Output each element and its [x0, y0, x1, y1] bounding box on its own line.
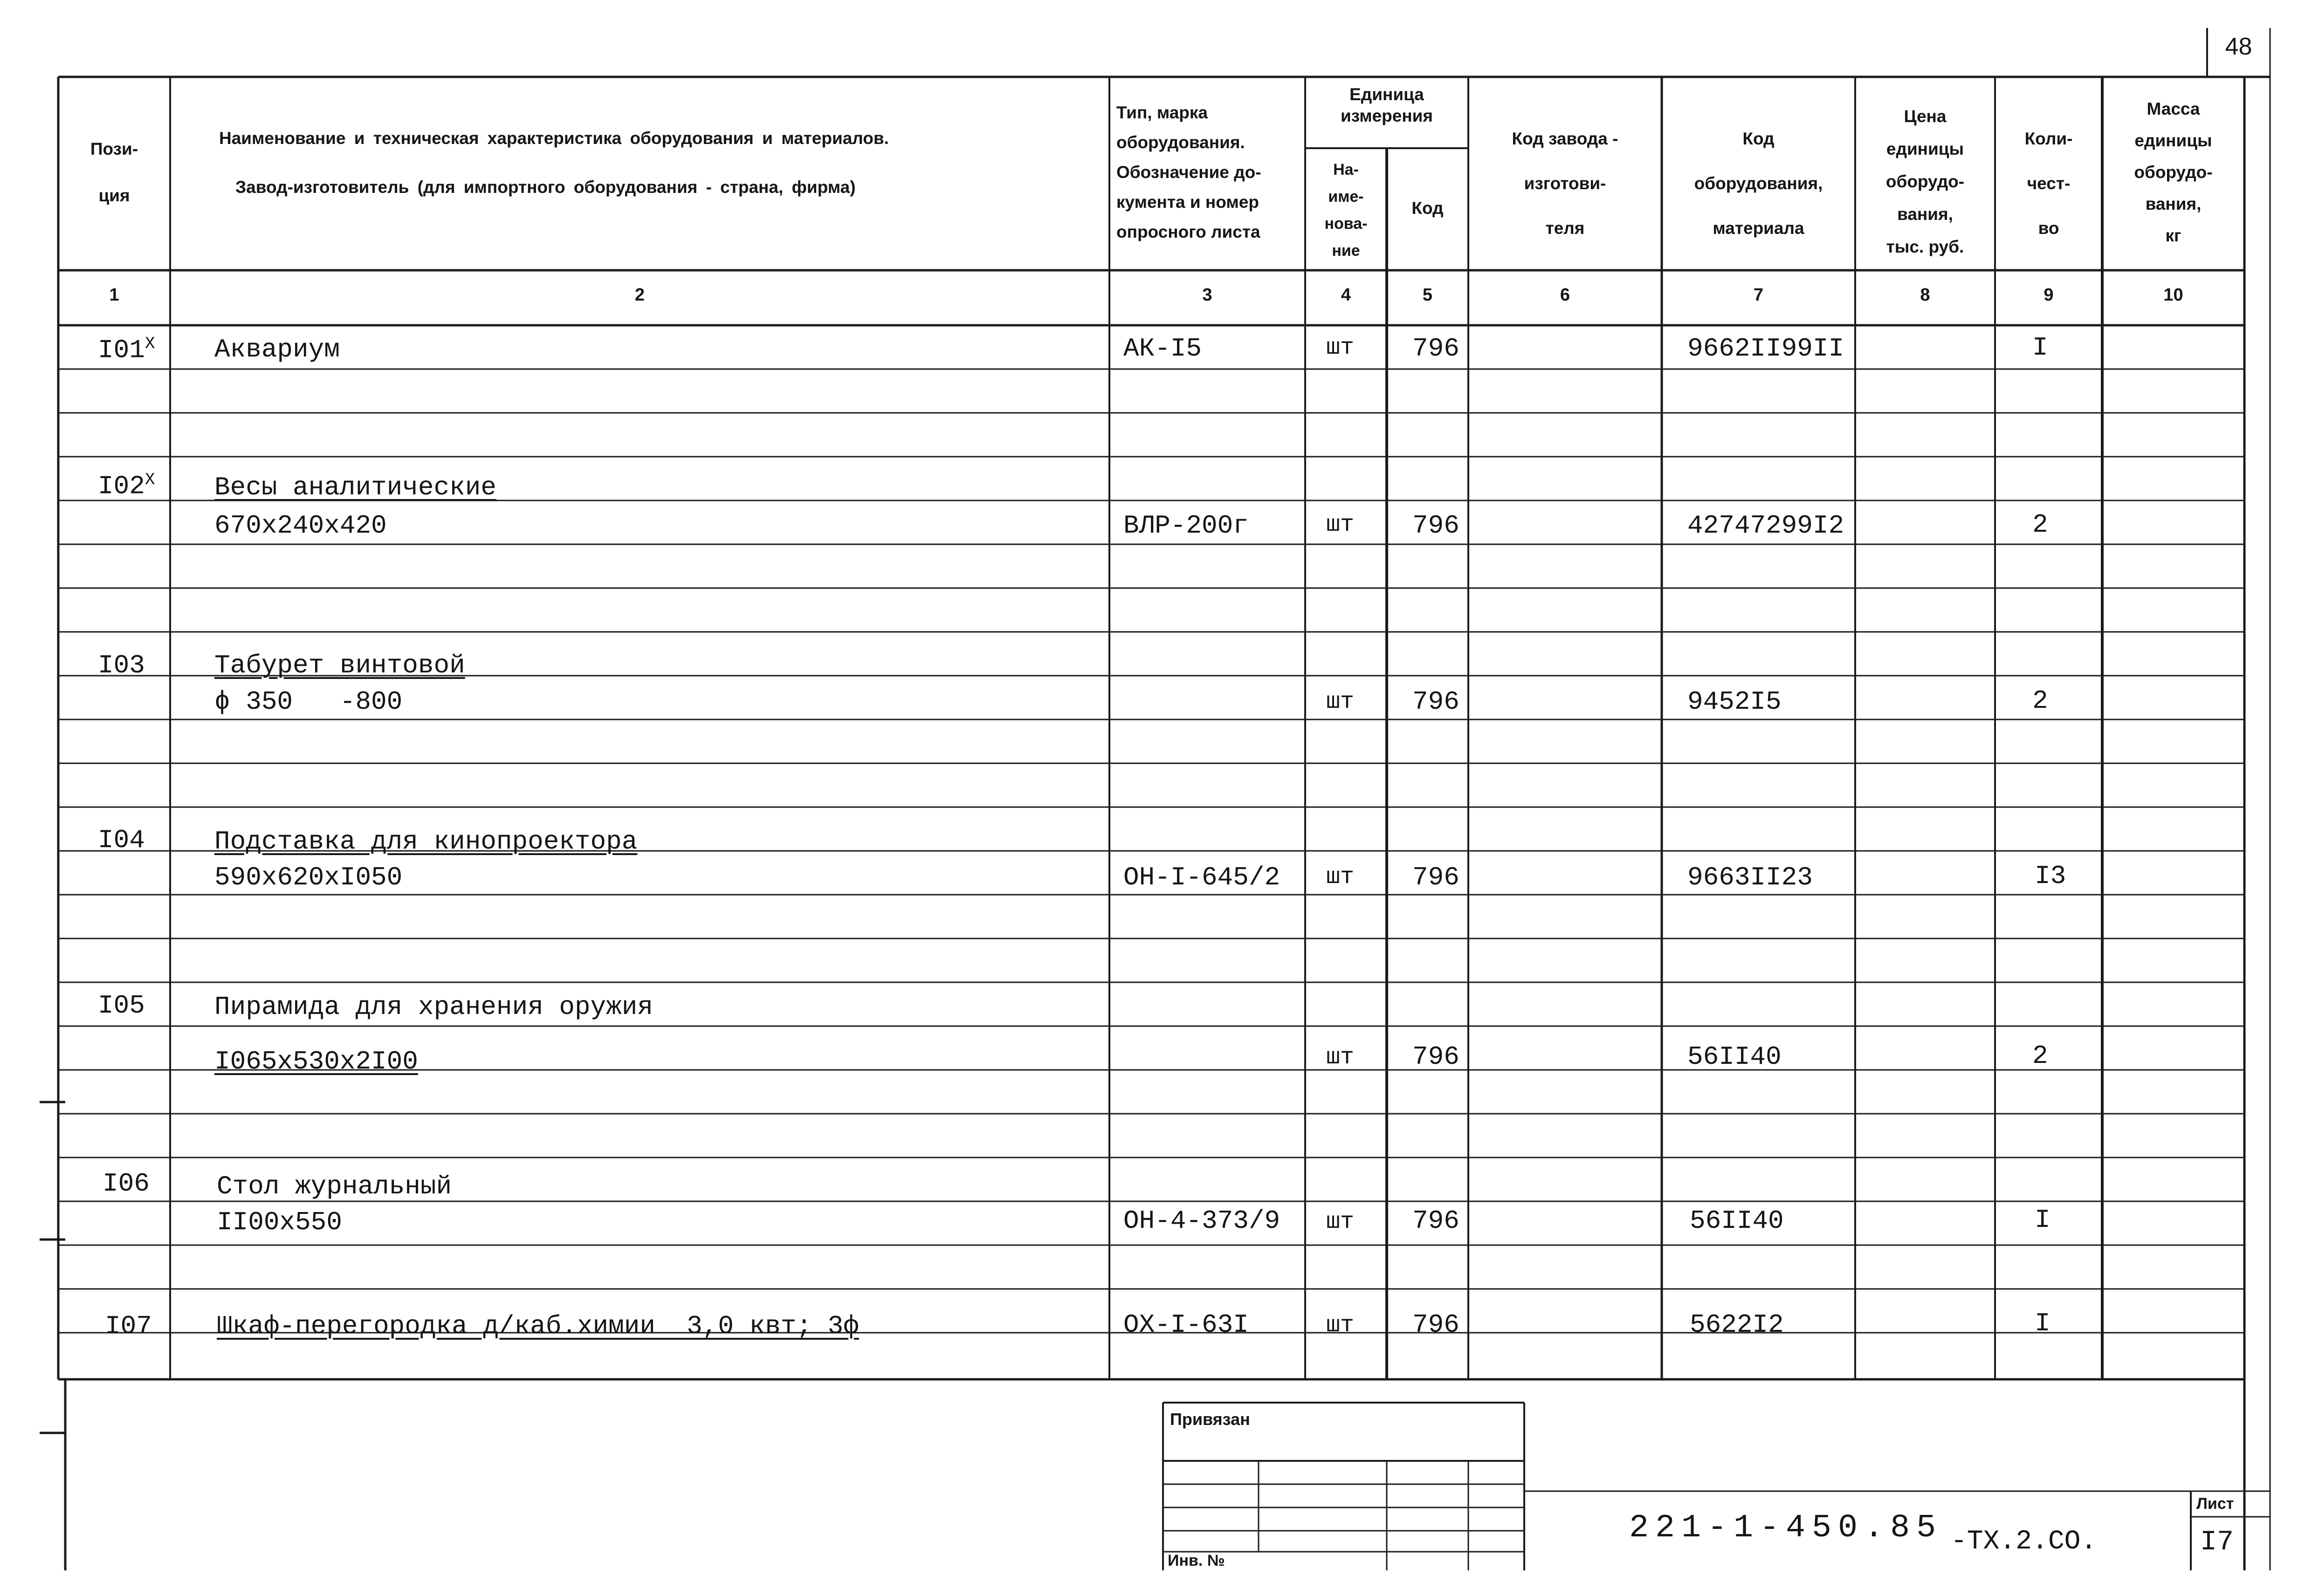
row-name: Весы аналитические [214, 473, 496, 502]
row-position: I06 [103, 1169, 150, 1199]
header-price: Цена единицы оборудо- вания, тыс. руб. [1885, 107, 1965, 256]
row-position: I07 [105, 1311, 152, 1341]
page-number: 48 [2225, 33, 2252, 60]
col-number: 8 [1920, 285, 1930, 305]
row-spec: II00x550 [217, 1207, 342, 1237]
row-quantity: 2 [2032, 510, 2048, 540]
row-unit-code: 796 [1412, 1310, 1459, 1340]
row-quantity: 2 [2032, 686, 2048, 716]
header-factory-code: Код завода - изготови- теля [1512, 129, 1618, 238]
header-type: Тип, марка оборудования. Обозначение до- кумента и номер опросного листа [1116, 103, 1261, 241]
document-code: 221-1-450.85 [1629, 1510, 1943, 1547]
row-type: ОН-4-373/9 [1123, 1206, 1280, 1236]
col-number: 4 [1341, 285, 1351, 305]
col-number: 3 [1202, 285, 1212, 305]
row-quantity: 2 [2032, 1041, 2048, 1071]
row-unit-code: 796 [1412, 1042, 1459, 1072]
row-type: ОН-I-645/2 [1123, 863, 1280, 892]
col-number: 9 [2044, 285, 2054, 305]
row-unit-code: 796 [1412, 863, 1459, 892]
row-spec: 590x620xI050 [214, 863, 403, 892]
header-unit-group: Единица измерения [1340, 85, 1433, 125]
row-name: Стол журнальный [217, 1171, 452, 1201]
col-number: 5 [1422, 285, 1433, 305]
row-name: Табурет винтовой [214, 651, 465, 680]
row-spec: 670x240x420 [214, 511, 387, 541]
header-position: Пози- ция [90, 139, 138, 205]
row-quantity: I [2035, 1205, 2051, 1235]
row-name: Пирамида для хранения оружия [214, 992, 653, 1022]
row-equipment-code: 56II40 [1690, 1206, 1784, 1236]
header-quantity: Коли- чест- во [2024, 129, 2073, 238]
row-equipment-code: 56II40 [1687, 1042, 1782, 1072]
stamp-privyazan-label: Привязан [1170, 1410, 1250, 1429]
row-unit-code: 796 [1412, 1206, 1459, 1236]
row-position: I03 [98, 651, 145, 680]
row-quantity: I3 [2035, 861, 2066, 891]
row-spec: ϕ 350 -800 [214, 687, 403, 717]
col-number: 1 [109, 285, 119, 305]
header-equipment-code: Код оборудования, материала [1694, 129, 1823, 238]
row-type: ОХ-I-63I [1123, 1310, 1249, 1340]
row-unit: шт [1326, 864, 1355, 890]
col-number: 7 [1753, 285, 1764, 305]
row-position: $I02^X$ [98, 470, 155, 501]
header-unit-code: Код [1411, 199, 1444, 218]
row-position: I05 [98, 991, 145, 1021]
row-equipment-code: 9452I5 [1687, 687, 1782, 717]
row-position: $I01^X$ [98, 334, 155, 365]
header-mass: Масса единицы оборудо- вания, кг [2134, 99, 2213, 245]
row-position: I04 [98, 825, 145, 855]
row-name: Шкаф-перегородка д/каб.химии 3,0 квт; 3ф [217, 1311, 859, 1341]
row-name: Аквариум [214, 335, 340, 364]
header-name-line1: Наименование и техническая характеристика оборудования и материалов. [219, 129, 889, 148]
row-unit: шт [1326, 1044, 1355, 1071]
row-unit: шт [1326, 512, 1355, 538]
row-unit: шт [1326, 1312, 1355, 1339]
col-number: 2 [634, 285, 645, 305]
row-quantity: I [2032, 333, 2048, 363]
sheet-label: Лист [2196, 1495, 2234, 1513]
sheet-number: I7 [2200, 1527, 2234, 1558]
row-unit-code: 796 [1412, 687, 1459, 717]
row-unit: шт [1326, 335, 1355, 361]
row-unit-code: 796 [1412, 511, 1459, 541]
row-equipment-code: 9663II23 [1687, 863, 1813, 892]
row-unit-code: 796 [1412, 334, 1459, 363]
row-equipment-code: 42747299I2 [1687, 511, 1844, 541]
document-code-suffix: -ТХ.2.СО. [1951, 1527, 2097, 1557]
row-type: ВЛР-200г [1123, 511, 1249, 541]
row-name: Подставка для кинопроектора [214, 827, 638, 856]
col-number: 6 [1560, 285, 1570, 305]
row-spec: I065x530x2I00 [214, 1047, 418, 1076]
stamp-inventory-label: Инв. № [1168, 1552, 1225, 1569]
header-name-line2: Завод-изготовитель (для импортного оборудования - страна, фирма) [235, 178, 856, 197]
row-unit: шт [1326, 689, 1355, 715]
row-equipment-code: 9662II99II [1687, 334, 1844, 363]
row-equipment-code: 5622I2 [1690, 1310, 1784, 1340]
row-unit: шт [1326, 1209, 1355, 1235]
row-quantity: I [2035, 1308, 2051, 1338]
row-type: АК-I5 [1123, 334, 1202, 363]
header-unit-name: На- име- нова- ние [1324, 161, 1368, 260]
col-number: 10 [2163, 285, 2183, 305]
